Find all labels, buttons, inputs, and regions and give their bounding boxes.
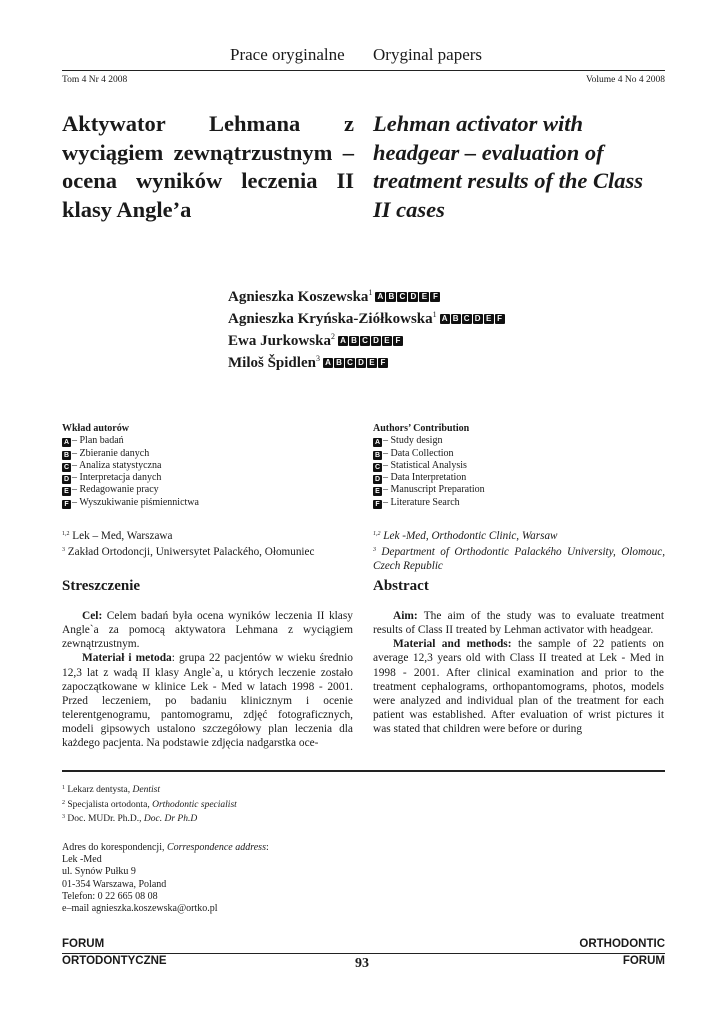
contribution-badge-d: D (408, 292, 418, 302)
contribution-item: D – Data Interpretation (374, 472, 467, 484)
contribution-badge-e: E (367, 358, 377, 368)
contribution-badge-a: A (338, 336, 348, 346)
author: Ewa Jurkowska$^2$ A B C D E F (228, 328, 505, 350)
correspondence-line: 01-354 Warszawa, Poland (62, 878, 167, 890)
correspondence-line: Lek -Med (62, 854, 102, 866)
contribution-item: B – Data Collection (374, 447, 454, 459)
contribution-badge-a: A (375, 292, 385, 302)
contribution-badge-d: D (356, 358, 366, 368)
contribution-item: F – Literature Search (373, 497, 485, 509)
affiliation: $^3$ Zakład Ortodoncji, Uniwersytet Palackého, Ołomuniec (62, 546, 315, 558)
affiliation: $^{1,2}$ Lek – Med, Warszawa (62, 530, 173, 542)
contribution-badge-d: D (374, 476, 381, 484)
contribution-badge-f: F (393, 336, 403, 346)
contribution-badge-d: D (63, 476, 70, 484)
footer-rule (62, 953, 665, 954)
contribution-heading: Wkład autorów (62, 423, 129, 434)
author: Agnieszka Kryńska-Ziółkowska$^1$ A B C D E F (228, 306, 505, 328)
abstract-en-methods: Material and methods: the sample of 22 patients on average 12,3 years old with Class II treated at Lek - Med in 1998 - 2001. After clinical examination and prior to the treatment cephalograms, orthopantomograms, photos, models were analyzed and individual plan of the treatment for each patient was established. After evaluation of wrist pictures it was stated that children were before or during (373, 638, 664, 736)
affiliation: $^3$ Department of Orthodontic Palackého University, Olomouc, Czech Republic (373, 546, 666, 572)
issue-pl: Tom 4 Nr 4 2008 (62, 75, 128, 85)
contribution-badge-c: C (374, 463, 381, 471)
abstract-en-body (373, 609, 664, 736)
author: Agnieszka Koszewska$^1$ A B C D E F (228, 284, 505, 306)
footnote: $^2$ Specjalista ortodonta, Orthodontic specialist (62, 799, 237, 810)
contribution-badge-b: B (374, 451, 381, 459)
contribution-badges (375, 292, 440, 302)
contribution-item: D – Interpretacja danych (63, 472, 162, 484)
contribution-badge-d: D (473, 314, 483, 324)
section-label-en: Oryginal papers (373, 45, 483, 64)
correspondence: Adres do korespondencji, Correspondence address: Lek -Med ul. Synów Pułku 9 01-354 Warszawa, Poland Telefon: 0 22 665 08 08 e–mail agnieszka.koszewska@ortko.pl (62, 842, 269, 915)
contribution-item: A – Plan badań (63, 435, 124, 447)
contribution-badge-c: C (63, 463, 70, 471)
footer-forum-en: FORUM (622, 955, 665, 967)
contribution-badge-a: A (63, 439, 70, 447)
contribution-badges (323, 358, 388, 368)
contribution-badge-e: E (382, 336, 392, 346)
abstract-pl-aim: Cel: Celem badań była ocena wyników leczenia II klasy Angle`a za pomocą aktywatora Lehmana z wyciągiem zewnątrzustnym. (62, 610, 353, 651)
contribution-item: A – Study design (374, 435, 443, 447)
contribution-item: E – Redagowanie pracy (62, 484, 199, 496)
page-number: 93 (355, 956, 369, 971)
contribution-badge-e: E (373, 487, 382, 496)
footer-ortodontyczne: ORTODONTYCZNE (62, 955, 167, 967)
heading-abstract: Abstract (373, 578, 429, 594)
contribution-badge-e: E (62, 487, 71, 496)
footnote-rule (62, 770, 665, 772)
contribution-badge-c: C (397, 292, 407, 302)
contribution-badge-a: A (374, 439, 381, 447)
contribution-badge-c: C (360, 336, 370, 346)
contribution-badge-e: E (419, 292, 429, 302)
contribution-en (373, 423, 485, 509)
contribution-badge-e: E (484, 314, 494, 324)
contribution-badge-b: B (63, 451, 70, 459)
contribution-item: B – Zbieranie danych (63, 447, 150, 459)
footer-forum: FORUM (62, 938, 105, 950)
footnote: $^1$ Lekarz dentysta, Dentist (62, 785, 160, 795)
correspondence-line: Telefon: 0 22 665 08 08 (62, 890, 158, 902)
contribution-badge-a: A (323, 358, 333, 368)
contribution-badge-b: B (334, 358, 344, 368)
contribution-badge-f: F (378, 358, 388, 368)
contribution-item: F – Wyszukiwanie piśmiennictwa (62, 497, 199, 509)
section-label-pl: Prace oryginalne (230, 45, 345, 64)
author: Miloš Špidlen$^3$ A B C D E F (228, 350, 505, 372)
contribution-badge-d: D (371, 336, 381, 346)
contribution-badge-f: F (62, 500, 71, 509)
abstract-pl-methods: Materiał i metoda: grupa 22 pacjentów w wieku średnio 12,3 lat z wadą II klasy Angle`a, u których leczenie zostało zapoczątkowane w klinice Lek - Med w latach 1998 - 2001. Przed leczeniem, po badaniu klinicznym i ocenie telerentgenogramu, pantomogramu, zdjęć fotograficznych, modeli gipsowych ustalono szczegółowy plan leczenia dla każdego pacjenta. Na podstawie zdjęcia nadgarstka oce- (62, 652, 353, 750)
contribution-badge-f: F (430, 292, 440, 302)
contribution-item: C – Analiza statystyczna (63, 459, 162, 471)
header-rule (62, 70, 665, 71)
contribution-pl (62, 423, 199, 509)
contribution-badges (338, 336, 403, 346)
title-en: Lehman activator with headgear – evaluation of treatment results of the Class II cases (373, 111, 644, 222)
contribution-badge-f: F (373, 500, 382, 509)
title-pl: Aktywator Lehmana z wyciągiem zewnątrzustnym – ocena wyników leczenia II klasy Angle’a (62, 111, 354, 222)
contribution-badges (440, 314, 505, 324)
heading-streszczenie: Streszczenie (62, 578, 141, 594)
contribution-badge-b: B (386, 292, 396, 302)
contribution-heading: Authors’ Contribution (373, 423, 470, 434)
contribution-badge-a: A (440, 314, 450, 324)
author-list (228, 284, 505, 372)
correspondence-line: e–mail agnieszka.koszewska@ortko.pl (62, 903, 218, 915)
contribution-badge-f: F (495, 314, 505, 324)
abstract-pl-body (62, 609, 353, 751)
footnote: $^3$ Doc. MUDr. Ph.D., Doc. Dr Ph.D (62, 814, 198, 824)
affiliations-en (373, 527, 665, 573)
contribution-item: C – Statistical Analysis (374, 459, 467, 471)
contribution-badge-b: B (349, 336, 359, 346)
correspondence-line: ul. Synów Pułku 9 (62, 866, 136, 878)
affiliations-pl (62, 527, 354, 559)
issue-en: Volume 4 No 4 2008 (586, 75, 665, 85)
footnotes (62, 782, 237, 826)
contribution-badge-c: C (462, 314, 472, 324)
affiliation: $^{1,2}$ Lek -Med, Orthodontic Clinic, Warsaw (373, 530, 558, 542)
contribution-item: E – Manuscript Preparation (373, 484, 485, 496)
abstract-en-aim: Aim: The aim of the study was to evaluate treatment results of Class II treated by Lehman activator with headgear. (373, 610, 664, 637)
footer-orthodontic: ORTHODONTIC (579, 938, 665, 950)
contribution-badge-c: C (345, 358, 355, 368)
contribution-badge-b: B (451, 314, 461, 324)
